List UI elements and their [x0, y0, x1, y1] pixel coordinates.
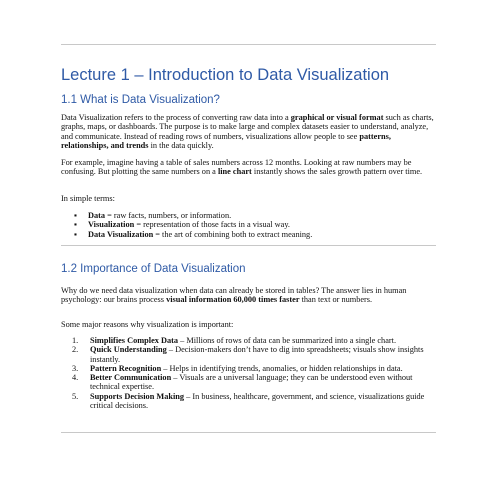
reason-term: Simplifies Complex Data: [90, 336, 179, 345]
item-number: 1.: [72, 336, 79, 345]
bullet-icon: ▪: [74, 229, 77, 239]
bottom-divider: [61, 432, 436, 433]
definition-text-a: Data Visualization refers to the process of converting raw data into a: [61, 113, 291, 122]
list-item: [72, 373, 438, 392]
item-number: 2.: [72, 345, 79, 355]
list-item: [72, 392, 438, 411]
importance-bold-60000: visual information 60,000 times faster: [166, 295, 300, 305]
example-paragraph: [61, 158, 439, 177]
definition-paragraph: [61, 113, 439, 150]
importance-paragraph: [61, 286, 439, 305]
list-item: [74, 230, 312, 239]
reason-text: – Helps in identifying trends, anomalies, or hidden relationships in data.: [161, 363, 403, 373]
definition-bold-visual-format: graphical or visual format: [290, 113, 384, 122]
term-data-visualization-text: = the art of combining both to extract meaning.: [153, 229, 313, 239]
top-divider: [61, 44, 436, 45]
definition-text-e: in the data quickly.: [148, 140, 214, 150]
item-number: 4.: [72, 373, 79, 383]
reasons-numbered-list: [72, 336, 438, 410]
item-number: 3.: [72, 363, 79, 373]
lecture-title: Lecture 1 – Introduction to Data Visualization: [61, 66, 390, 84]
reason-text: – Visuals are a universal language; they can be understood even without technical expertise.: [90, 373, 413, 392]
term-visualization-text: = representation of those facts in a visual way.: [134, 220, 291, 230]
term-data-text: = raw facts, numbers, or information.: [105, 211, 232, 220]
importance-text-a: Why do we need data visualization when data can already be stored in tables? The answer lies in human psychology: our brains process: [61, 286, 407, 305]
reasons-intro: Some major reasons why visualization is important:: [61, 320, 234, 329]
section-heading-1-1: 1.1 What is Data Visualization?: [61, 94, 220, 106]
reason-term: Quick Understanding: [90, 345, 167, 355]
section-divider: [61, 245, 436, 246]
bullet-icon: ▪: [74, 211, 77, 220]
reason-text: – In business, healthcare, government, and science, visualizations guide critical decisions.: [90, 391, 425, 411]
example-text-c: instantly shows the sales growth pattern over time.: [251, 167, 423, 177]
reason-term: Supports Decision Making: [90, 391, 185, 401]
definition-bold-patterns: patterns, relationships, and trends: [61, 131, 391, 150]
list-item: [74, 220, 312, 229]
bullet-icon: ▪: [74, 220, 77, 230]
item-number: 5.: [72, 391, 79, 401]
simple-terms-intro: In simple terms:: [61, 194, 115, 203]
list-item: [72, 336, 438, 345]
definition-text-c: such as charts, graphs, maps, or dashboards. The purpose is to make large and complex datasets easier to understand, analyze, and communicate. Instead of reading rows of numbers, visualizations allow people to see: [61, 113, 434, 141]
example-bold-line-chart: line chart: [217, 167, 252, 177]
list-item: [74, 211, 312, 220]
list-item: [72, 345, 438, 364]
reason-term: Better Communication: [90, 373, 172, 383]
list-item: [72, 364, 438, 373]
term-data-visualization: Data Visualization: [88, 229, 154, 239]
example-text-a: For example, imagine having a table of sales numbers across 12 months. Looking at raw numbers may be confusing. But plotting the same numbers on a: [61, 158, 412, 177]
terms-bullet-list: [74, 211, 312, 239]
term-visualization: Visualization: [88, 220, 135, 230]
term-data: Data: [88, 211, 106, 220]
importance-text-c: than text or numbers.: [299, 295, 373, 305]
section-heading-1-2: 1.2 Importance of Data Visualization: [61, 263, 246, 275]
reason-text: – Millions of rows of data can be summarized into a single chart.: [178, 336, 397, 345]
reason-term: Pattern Recognition: [90, 363, 162, 373]
reason-text: – Decision-makers don’t have to dig into spreadsheets; visuals show insights instantly.: [90, 345, 424, 364]
